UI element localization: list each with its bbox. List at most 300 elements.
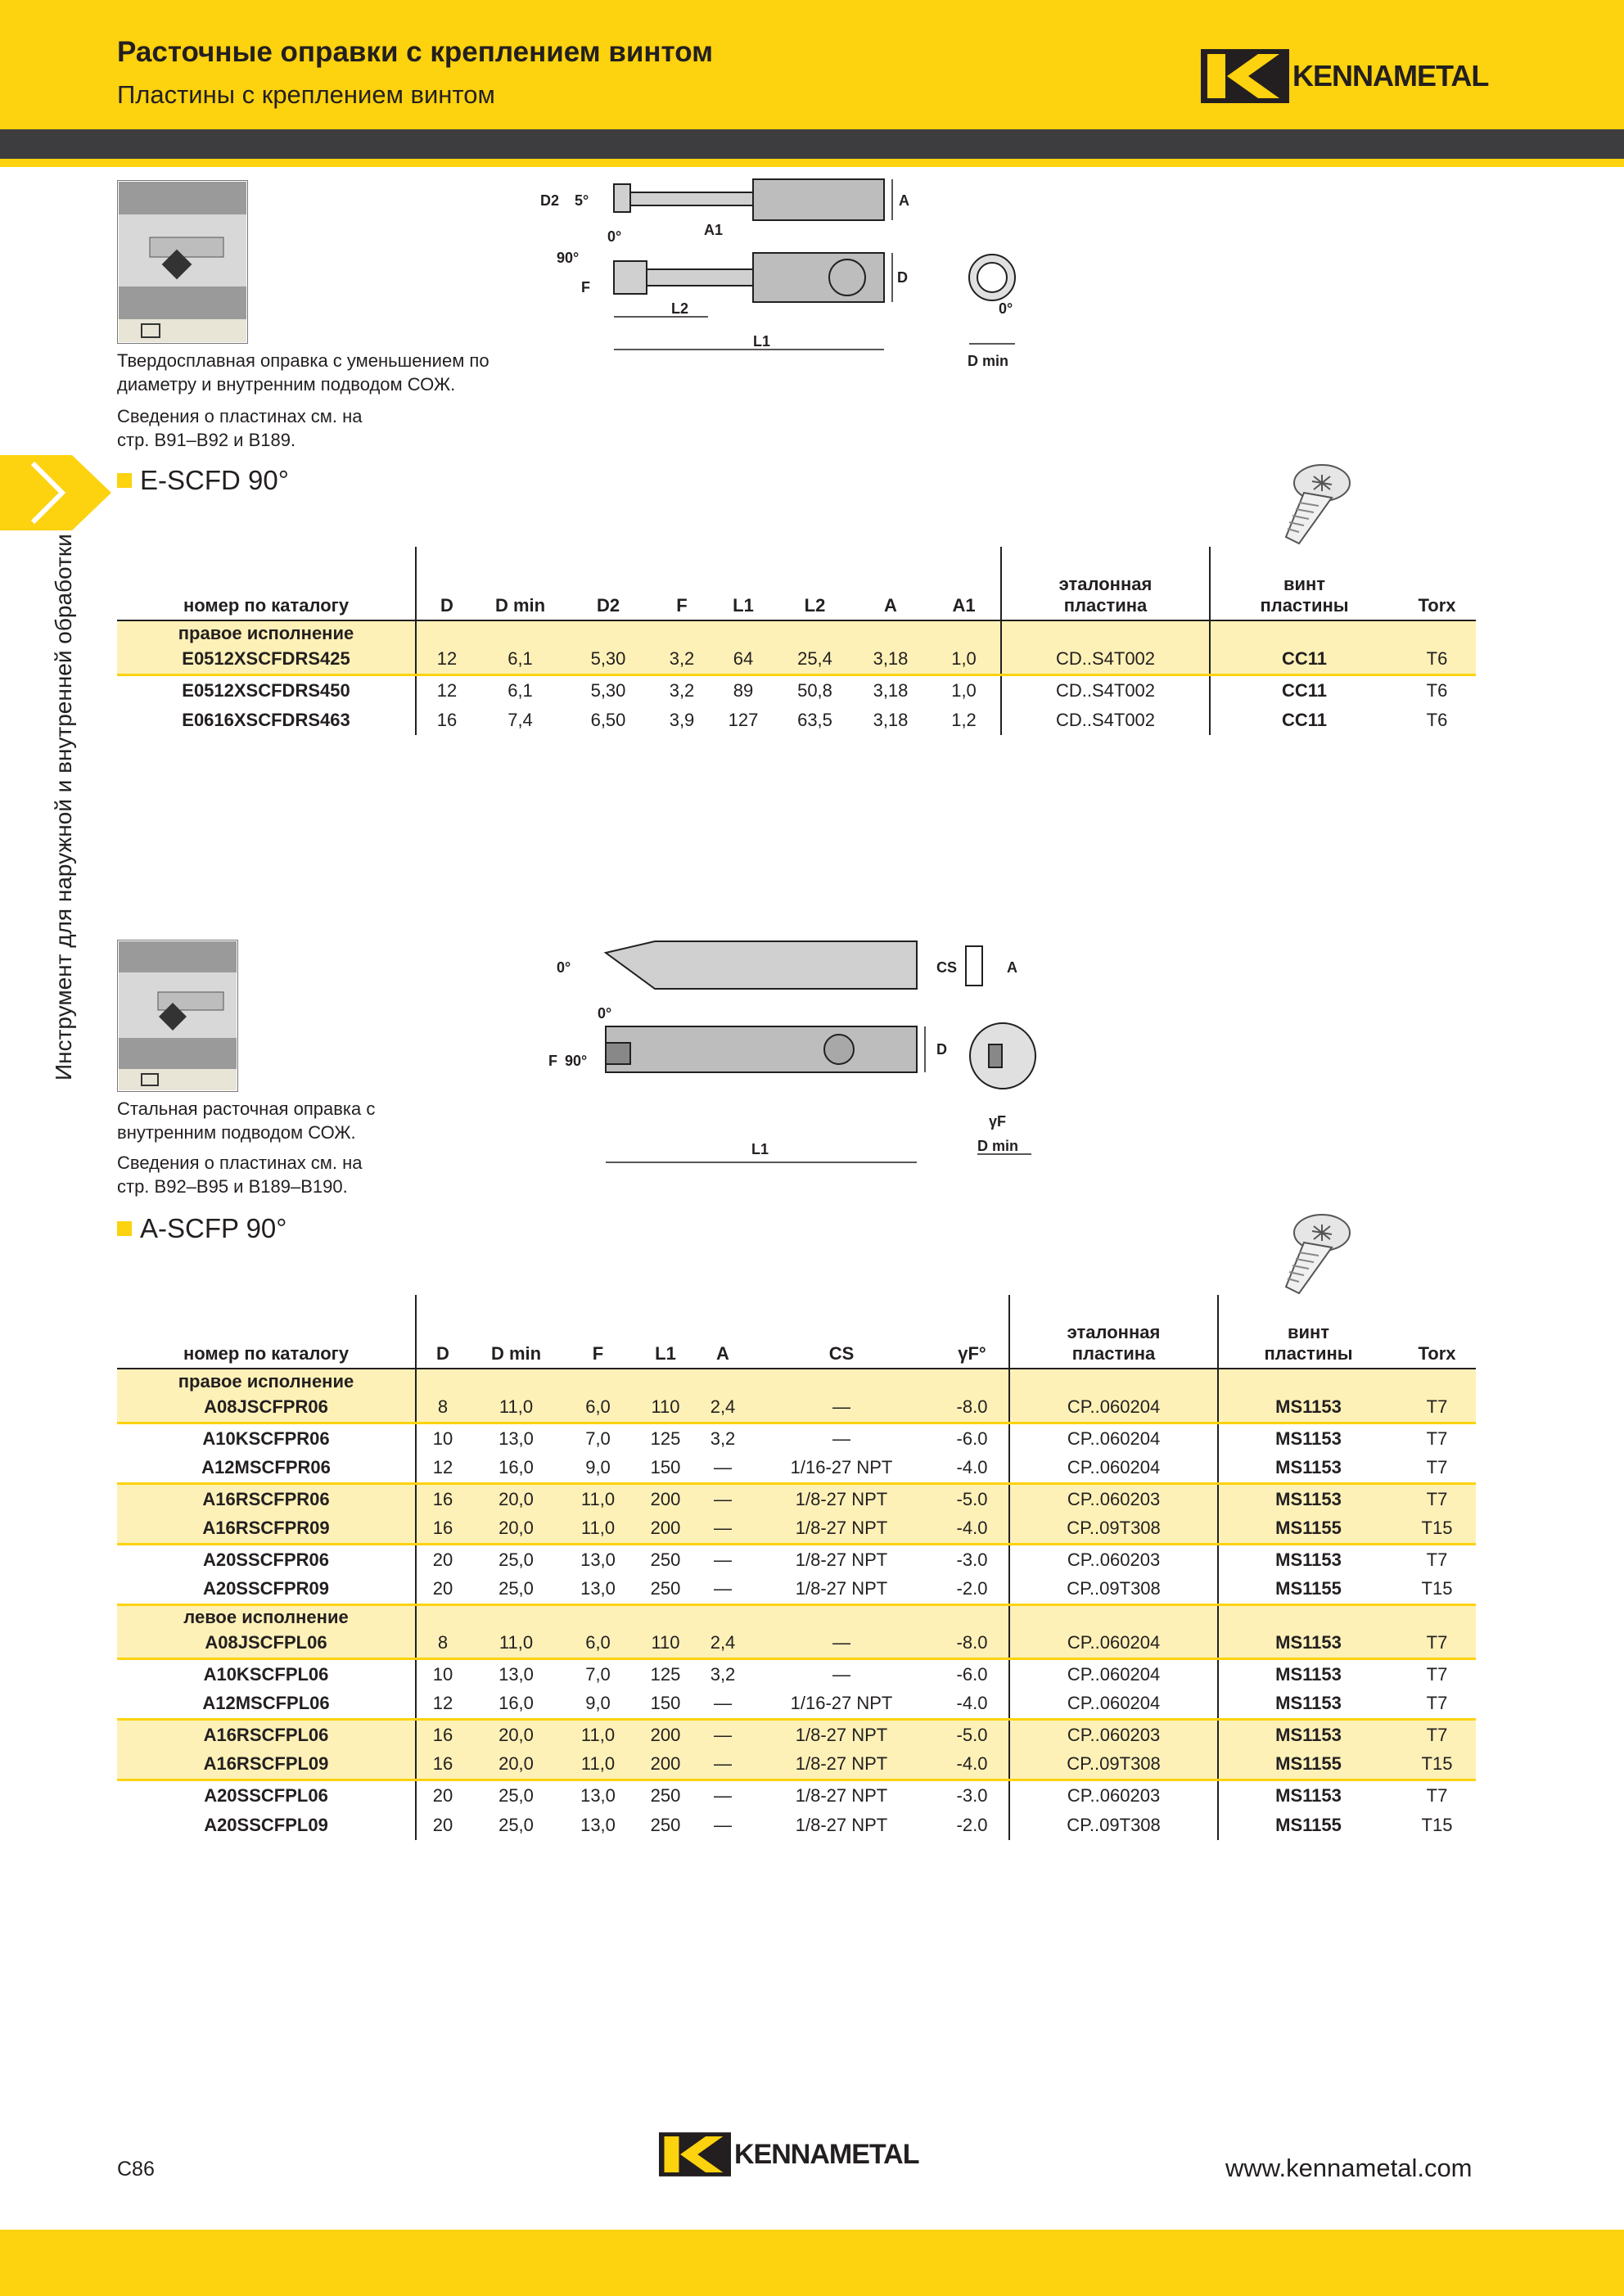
cell (469, 1604, 563, 1629)
a-scfp-label-a: A (1007, 959, 1017, 976)
e-scfd-label-l2: L2 (671, 300, 689, 317)
e-scfd-label-dmin: D min (968, 353, 1009, 369)
cell: 250 (633, 1544, 698, 1575)
cell: 3,2 (653, 674, 710, 706)
cell: 1/8-27 NPT (747, 1544, 936, 1575)
e-scfd-title-text: E-SCFD 90° (140, 465, 289, 495)
cell: 11,0 (469, 1629, 563, 1658)
a-scfp-group-label: левое исполнение (117, 1604, 416, 1629)
cell: 5,30 (563, 674, 653, 706)
cell: MS1153 (1218, 1719, 1398, 1750)
cell: MS1153 (1218, 1423, 1398, 1454)
e-scfd-label-5deg: 5° (575, 192, 589, 209)
cell: — (698, 1719, 747, 1750)
cell: 16,0 (498, 1457, 534, 1478)
cell: -6.0 (936, 1423, 1009, 1454)
cell (1009, 1604, 1218, 1629)
a-scfp-label-cs: CS (936, 959, 958, 976)
screw-icon (1265, 458, 1355, 548)
kennametal-k-icon (659, 2129, 731, 2180)
cell: 10 (416, 1423, 469, 1454)
a-scfp-caption-1: Стальная расточная оправка с внутренним подводом СОЖ. (117, 1098, 376, 1143)
cell: CD..S4T002 (1001, 706, 1210, 735)
cell: 1,0 (927, 674, 1001, 706)
header-logo (1201, 49, 1488, 103)
cell: 16 (416, 706, 477, 735)
cell: 7,0 (563, 1658, 633, 1689)
cell: CP..060204 (1009, 1423, 1218, 1454)
e-scfd-group-row (117, 620, 1476, 645)
a-scfp-title-text: A-SCFP 90° (140, 1213, 287, 1243)
cell: — (747, 1393, 936, 1423)
catalog-number: A20SSCFPR06 (117, 1544, 416, 1575)
cell: 110 (633, 1393, 698, 1423)
cell: 3,18 (854, 674, 927, 706)
cell: T7 (1398, 1544, 1476, 1575)
cell: 250 (650, 1815, 681, 1835)
cell (747, 1604, 936, 1629)
cell: MS1153 (1218, 1454, 1398, 1483)
cell: CP..060203 (1009, 1483, 1218, 1514)
a-scfp-th-dmin: D min (469, 1295, 563, 1369)
cell: 7,0 (563, 1423, 633, 1454)
cell: -5.0 (936, 1719, 1009, 1750)
e-scfd-th-dmin: D min (477, 547, 563, 620)
cell (416, 1604, 469, 1629)
e-scfd-th-screw: винт пластины (1210, 547, 1398, 620)
cell: -8.0 (936, 1393, 1009, 1423)
cell: — (698, 1483, 747, 1514)
cell (747, 1369, 936, 1393)
cell: 89 (710, 674, 776, 706)
a-scfp-group-row (117, 1604, 1476, 1629)
cell (936, 1369, 1009, 1393)
cell: 150 (650, 1457, 681, 1478)
catalog-number: A12MSCFPL06 (202, 1693, 330, 1714)
cell: 16 (416, 1514, 469, 1544)
cell: — (698, 1544, 747, 1575)
a-scfp-label-d: D (936, 1041, 947, 1058)
cell: 13,0 (469, 1658, 563, 1689)
cell: -2.0 (956, 1815, 988, 1835)
e-scfd-label-90deg: 90° (557, 250, 580, 266)
cell (416, 1369, 469, 1393)
cell: 8 (416, 1393, 469, 1423)
a-scfp-th-l1: L1 (633, 1295, 698, 1369)
e-scfd-table (117, 547, 1476, 735)
cell: -3.0 (936, 1780, 1009, 1811)
cell (469, 1369, 563, 1393)
cell: -4.0 (936, 1750, 1009, 1780)
header-brand-name: KENNAMETAL (1292, 59, 1489, 92)
catalog-number: A08JSCFPL06 (117, 1629, 416, 1658)
e-scfd-th-torx: Torx (1398, 547, 1476, 620)
cell: T15 (1421, 1578, 1453, 1599)
page-subtitle: Пластины с креплением винтом (117, 80, 495, 109)
cell: 20 (416, 1780, 469, 1811)
cell: 50,8 (776, 674, 854, 706)
cell: MS1155 (1218, 1575, 1398, 1604)
cell: 3,2 (653, 645, 710, 674)
cell: 20 (416, 1575, 469, 1604)
cell: -2.0 (956, 1578, 988, 1599)
cell (633, 1369, 698, 1393)
e-scfd-th-a: A (854, 547, 927, 620)
cell: CP..060204 (1009, 1393, 1218, 1423)
cell: 1/16-27 NPT (790, 1457, 893, 1478)
cell: T7 (1398, 1393, 1476, 1423)
a-scfp-th-a: A (698, 1295, 747, 1369)
e-scfd-label-d2: D2 (540, 192, 560, 209)
a-scfp-application-image (117, 940, 238, 1092)
a-scfp-section-title (117, 1213, 287, 1244)
cell: — (714, 1815, 732, 1835)
a-scfp-label-f: F (548, 1053, 557, 1069)
cell: T15 (1421, 1815, 1453, 1835)
cell (1218, 1604, 1398, 1629)
cell: 12 (416, 645, 477, 674)
a-scfp-label-dmin: D min (977, 1138, 1019, 1154)
cell: 200 (633, 1483, 698, 1514)
cell: MS1153 (1218, 1544, 1398, 1575)
cell: CP..060204 (1009, 1454, 1218, 1483)
cell: 2,4 (698, 1629, 747, 1658)
e-scfd-label-0deg-2: 0° (999, 300, 1013, 317)
cell: 25,4 (776, 645, 854, 674)
table-row (117, 1575, 1476, 1604)
cell: T7 (1398, 1780, 1476, 1811)
cell: 11,0 (563, 1750, 633, 1780)
cell: 5,30 (563, 645, 653, 674)
catalog-number: A20SSCFPR09 (202, 1578, 330, 1599)
cell: — (747, 1629, 936, 1658)
side-tab-arrow-icon (0, 455, 111, 530)
cell: — (747, 1423, 936, 1454)
cell: — (747, 1658, 936, 1689)
a-scfp-th-f: F (563, 1295, 633, 1369)
cell: — (698, 1750, 747, 1780)
footer-band (0, 2230, 1624, 2296)
cell: 3,18 (854, 645, 927, 674)
e-scfd-label-a: A (899, 192, 909, 209)
cell: 200 (633, 1514, 698, 1544)
table-row (117, 1423, 1476, 1454)
cell: 12 (416, 674, 477, 706)
cell: MS1153 (1218, 1689, 1398, 1719)
cell: CP..09T308 (1009, 1811, 1218, 1840)
cell (563, 1369, 633, 1393)
cell: — (714, 1457, 732, 1478)
cell: 2,4 (698, 1393, 747, 1423)
cell (936, 1604, 1009, 1629)
cell: 16 (416, 1750, 469, 1780)
cell: — (714, 1693, 732, 1714)
table-row (117, 1811, 1476, 1840)
cell: 125 (633, 1423, 698, 1454)
e-scfd-th-l2: L2 (776, 547, 854, 620)
e-scfd-label-f: F (581, 279, 590, 295)
cell: T7 (1398, 1629, 1476, 1658)
cell: 1/16-27 NPT (790, 1693, 893, 1714)
e-scfd-label-d: D (897, 269, 908, 286)
cell: MS1155 (1218, 1514, 1398, 1544)
table-row (117, 1544, 1476, 1575)
table-row (117, 674, 1476, 706)
cell: 20 (416, 1811, 469, 1840)
cell: CP..060204 (1009, 1629, 1218, 1658)
cell: MS1153 (1218, 1780, 1398, 1811)
cell: 25,0 (498, 1815, 534, 1835)
a-scfp-technical-drawing (548, 933, 1040, 1166)
a-scfp-th-cs: CS (747, 1295, 936, 1369)
cell: T15 (1398, 1750, 1476, 1780)
cell: 16 (416, 1483, 469, 1514)
cell: 20,0 (469, 1483, 563, 1514)
cell: 10 (416, 1658, 469, 1689)
a-scfp-label-0deg: 0° (557, 959, 571, 976)
cell: T15 (1398, 1514, 1476, 1544)
catalog-number: E0512XSCFDRS450 (117, 674, 416, 706)
cell: 20,0 (469, 1750, 563, 1780)
cell: 1,0 (927, 645, 1001, 674)
table-row (117, 1750, 1476, 1780)
a-scfp-label-0deg-2: 0° (598, 1005, 612, 1022)
a-scfp-label-yf: γF (989, 1113, 1007, 1130)
e-scfd-group-label: правое исполнение (117, 620, 416, 645)
cell: 7,4 (508, 710, 533, 730)
cell: 150 (650, 1693, 681, 1714)
cell: T7 (1398, 1423, 1476, 1454)
cell: MS1153 (1218, 1483, 1398, 1514)
cell: 20 (416, 1544, 469, 1575)
cell: -4.0 (936, 1514, 1009, 1544)
e-scfd-technical-drawing (532, 176, 1040, 372)
e-scfd-th-a1: A1 (927, 547, 1001, 620)
cell: 13,0 (469, 1423, 563, 1454)
cell: T7 (1398, 1719, 1476, 1750)
catalog-number: E0616XSCFDRS463 (182, 710, 350, 730)
cell: 1,2 (951, 710, 977, 730)
e-scfd-label-l1: L1 (753, 333, 771, 350)
a-scfp-label-l1: L1 (751, 1141, 769, 1157)
cell: 200 (633, 1750, 698, 1780)
cell: MS1155 (1218, 1811, 1398, 1840)
cell: CP..09T308 (1009, 1575, 1218, 1604)
cell: CC11 (1210, 706, 1398, 735)
cell: 6,1 (477, 645, 563, 674)
cell: 16,0 (498, 1693, 534, 1714)
e-scfd-label-0deg: 0° (607, 228, 622, 245)
a-scfp-table (117, 1295, 1476, 1840)
cell: 11,0 (469, 1393, 563, 1423)
cell: 9,0 (585, 1693, 611, 1714)
cell: 25,0 (469, 1544, 563, 1575)
a-scfp-group-label: правое исполнение (117, 1369, 416, 1393)
cell: 6,50 (590, 710, 626, 730)
cell: T7 (1426, 1693, 1448, 1714)
cell: CC11 (1210, 645, 1398, 674)
table-row (117, 1780, 1476, 1811)
cell: 11,0 (563, 1719, 633, 1750)
cell: 1/8-27 NPT (795, 1578, 888, 1599)
table-row (117, 1393, 1476, 1423)
cell: 1/8-27 NPT (747, 1750, 936, 1780)
cell: 25,0 (469, 1780, 563, 1811)
catalog-number: A16RSCFPR09 (117, 1514, 416, 1544)
table-row (117, 1454, 1476, 1483)
table-row (117, 1514, 1476, 1544)
cell: 16 (416, 1719, 469, 1750)
cell: CP..060203 (1009, 1544, 1218, 1575)
cell: 12 (416, 1689, 469, 1719)
footer-logo (659, 2129, 918, 2180)
cell: T7 (1426, 1457, 1448, 1478)
a-scfp-th-d: D (416, 1295, 469, 1369)
table-row (117, 645, 1476, 674)
cell: -6.0 (936, 1658, 1009, 1689)
footer-url[interactable]: www.kennametal.com (1225, 2154, 1473, 2182)
cell: -3.0 (936, 1544, 1009, 1575)
cell (1009, 1369, 1218, 1393)
a-scfp-th-torx: Torx (1398, 1295, 1476, 1369)
e-scfd-th-catalog: номер по каталогу (117, 547, 416, 620)
catalog-number: A16RSCFPL06 (117, 1719, 416, 1750)
table-row (117, 706, 1476, 735)
cell: CC11 (1210, 674, 1398, 706)
cell: 1/8-27 NPT (747, 1514, 936, 1544)
a-scfp-caption-2: Сведения о пластинах см. на стр. B92–B95 и B189–B190. (117, 1153, 363, 1197)
cell: 64 (710, 645, 776, 674)
cell: 9,0 (585, 1457, 611, 1478)
table-row (117, 1719, 1476, 1750)
cell: -4.0 (956, 1457, 988, 1478)
cell: 1/8-27 NPT (795, 1815, 888, 1835)
page-number: C86 (117, 2158, 155, 2181)
cell: 1/8-27 NPT (747, 1483, 936, 1514)
header-yellow-line (0, 159, 1624, 167)
cell: 11,0 (563, 1483, 633, 1514)
header-dark-band (0, 129, 1624, 159)
cell: 6,1 (477, 674, 563, 706)
a-scfp-th-screw: винт пластины (1218, 1295, 1398, 1369)
e-scfd-th-d: D (416, 547, 477, 620)
e-scfd-th-d2: D2 (563, 547, 653, 620)
sidebar-vertical-label: Инструмент для наружной и внутренней обработки (51, 534, 76, 1080)
cell: 1/8-27 NPT (747, 1719, 936, 1750)
e-scfd-th-l1: L1 (710, 547, 776, 620)
e-scfd-caption-2: Сведения о пластинах см. на стр. B91–B92 и B189. (117, 406, 363, 450)
yellow-square-bullet-icon (117, 1221, 132, 1236)
cell: 125 (633, 1658, 698, 1689)
e-scfd-label-a1: A1 (704, 222, 724, 238)
cell (1218, 1369, 1398, 1393)
cell: MS1153 (1218, 1629, 1398, 1658)
cell: 13,0 (563, 1544, 633, 1575)
cell: 3,2 (698, 1658, 747, 1689)
cell: 3,18 (873, 710, 909, 730)
cell: 8 (416, 1629, 469, 1658)
catalog-number: A16RSCFPR06 (117, 1483, 416, 1514)
table-row (117, 1629, 1476, 1658)
a-scfp-group-row (117, 1369, 1476, 1393)
e-scfd-application-image (117, 180, 248, 344)
cell: — (698, 1514, 747, 1544)
cell (563, 1604, 633, 1629)
cell: 13,0 (580, 1578, 616, 1599)
catalog-number: A20SSCFPL06 (117, 1780, 416, 1811)
cell: — (714, 1578, 732, 1599)
table-row (117, 1658, 1476, 1689)
cell: CD..S4T002 (1001, 674, 1210, 706)
cell (633, 1604, 698, 1629)
cell: T6 (1426, 710, 1448, 730)
catalog-number: A10KSCFPR06 (117, 1423, 416, 1454)
cell: 12 (416, 1454, 469, 1483)
cell: CP..060203 (1009, 1780, 1218, 1811)
cell: 6,0 (563, 1393, 633, 1423)
cell: CP..060203 (1009, 1719, 1218, 1750)
cell: T6 (1398, 645, 1476, 674)
catalog-number: A20SSCFPL09 (204, 1815, 328, 1835)
e-scfd-section-title (117, 465, 289, 496)
catalog-number: A16RSCFPL09 (117, 1750, 416, 1780)
cell: T6 (1398, 674, 1476, 706)
cell: MS1153 (1218, 1658, 1398, 1689)
cell: 13,0 (580, 1815, 616, 1835)
e-scfd-caption-1: Твердосплавная оправка с уменьшением по диаметру и внутренним подводом СОЖ. (117, 350, 489, 395)
cell: CP..09T308 (1009, 1750, 1218, 1780)
cell: -4.0 (956, 1693, 988, 1714)
cell (1398, 1369, 1476, 1393)
footer-brand-name: KENNAMETAL (734, 2138, 919, 2170)
cell: 63,5 (797, 710, 832, 730)
cell: CP..060204 (1009, 1658, 1218, 1689)
e-scfd-th-insert: эталонная пластина (1001, 547, 1210, 620)
kennametal-k-icon (1201, 49, 1289, 103)
a-scfp-th-insert: эталонная пластина (1009, 1295, 1218, 1369)
cell (698, 1604, 747, 1629)
cell: MS1155 (1218, 1750, 1398, 1780)
e-scfd-th-f: F (653, 547, 710, 620)
cell: T7 (1398, 1658, 1476, 1689)
cell: — (698, 1780, 747, 1811)
table-row (117, 1689, 1476, 1719)
cell: -5.0 (936, 1483, 1009, 1514)
cell: 200 (633, 1719, 698, 1750)
cell: 127 (728, 710, 759, 730)
cell: MS1153 (1218, 1393, 1398, 1423)
cell: 25,0 (498, 1578, 534, 1599)
cell: 20,0 (469, 1719, 563, 1750)
a-scfp-label-90deg: 90° (565, 1053, 588, 1069)
yellow-square-bullet-icon (117, 473, 132, 488)
cell: T7 (1398, 1483, 1476, 1514)
cell: 6,0 (563, 1629, 633, 1658)
cell: CP..060204 (1009, 1689, 1218, 1719)
catalog-number: E0512XSCFDRS425 (117, 645, 416, 674)
cell: 1/8-27 NPT (747, 1780, 936, 1811)
catalog-number: A08JSCFPR06 (117, 1393, 416, 1423)
cell (698, 1369, 747, 1393)
cell: 3,9 (669, 710, 695, 730)
cell: 3,2 (698, 1423, 747, 1454)
cell: 250 (633, 1780, 698, 1811)
a-scfp-th-catalog: номер по каталогу (117, 1295, 416, 1369)
cell: 20,0 (469, 1514, 563, 1544)
cell: 110 (633, 1629, 698, 1658)
cell: 11,0 (563, 1514, 633, 1544)
cell: 250 (650, 1578, 681, 1599)
